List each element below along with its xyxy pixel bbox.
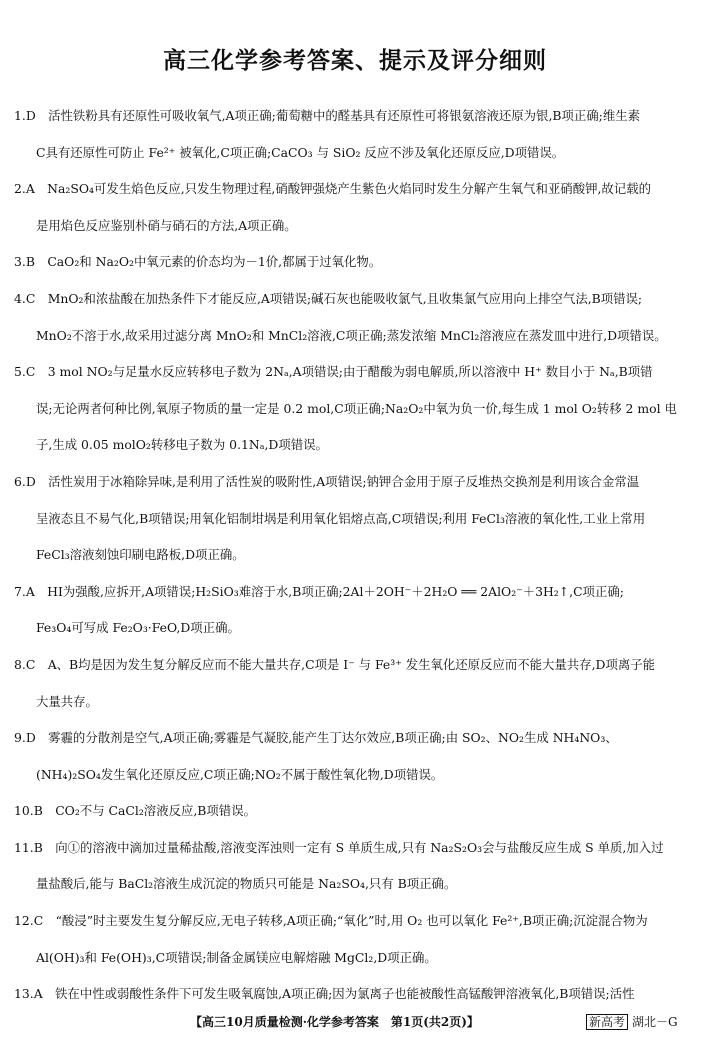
answer-line: 3.B CaO₂和 Na₂O₂中氧元素的价态均为－1价,都属于过氧化物。 — [14, 254, 382, 270]
answer-line: 是用焰色反应鉴别朴硝与硝石的方法,A项正确。 — [36, 217, 297, 233]
answer-line: 2.A Na₂SO₄可发生焰色反应,只发生物理过程,硝酸钾强烧产生紫色火焰同时发生分解产生氧气和亚硝酸钾,故记载的 — [14, 181, 651, 197]
answer-line: 9.D 雾霾的分散剂是空气,A项正确;雾霾是气凝胶,能产生丁达尔效应,B项正确;由 SO₂、NO₂生成 NH₄NO₃、 — [14, 730, 618, 746]
footer-badge: 新高考 — [586, 1014, 628, 1030]
page-footer — [0, 1012, 710, 1032]
answer-line: C具有还原性可防止 Fe²⁺ 被氧化,C项正确;CaCO₃ 与 SiO₂ 反应不涉及氧化还原反应,D项错误。 — [36, 144, 565, 160]
answer-line: Al(OH)₃和 Fe(OH)₃,C项错误;制备金属镁应电解熔融 MgCl₂,D项正确。 — [36, 949, 437, 965]
answer-line: Fe₃O₄可写成 Fe₂O₃·FeO,D项正确。 — [36, 620, 240, 636]
answer-line: 8.C A、B均是因为发生复分解反应而不能大量共存,C项是 I⁻ 与 Fe³⁺ 发生氧化还原反应而不能大量共存,D项离子能 — [14, 656, 656, 672]
answer-line: 大量共存。 — [36, 693, 98, 709]
footer-region — [586, 1012, 678, 1032]
answer-line: 10.B CO₂不与 CaCl₂溶液反应,B项错误。 — [14, 803, 256, 819]
answer-line: 13.A 铁在中性或弱酸性条件下可发生吸氧腐蚀,A项正确;因为氯离子也能被酸性高锰酸钾溶液氧化,B项错误;活性 — [14, 986, 635, 1002]
answer-line: 6.D 活性炭用于冰箱除异味,是利用了活性炭的吸附性,A项错误;钠钾合金用于原子反堆热交换剂是利用该合金常温 — [14, 473, 640, 489]
answer-line: 1.D 活性铁粉具有还原性可吸收氧气,A项正确;葡萄糖中的醛基具有还原性可将银氨溶液还原为银,B项正确;维生素 — [14, 108, 641, 123]
footer-page-info: 【高三10月质量检测·化学参考答案 第1页(共2页)】 — [190, 1015, 479, 1029]
page-title: 高三化学参考答案、提示及评分细则 — [163, 48, 547, 74]
answer-line: FeCl₃溶液刻蚀印刷电路板,D项正确。 — [36, 547, 245, 563]
answer-line: MnO₂不溶于水,故采用过滤分离 MnO₂和 MnCl₂溶液,C项正确;蒸发浓缩 MnCl₂溶液应在蒸发皿中进行,D项错误。 — [36, 327, 667, 343]
answer-line: 量盐酸后,能与 BaCl₂溶液生成沉淀的物质只可能是 Na₂SO₄,只有 B项正确。 — [36, 876, 457, 892]
answer-line: 7.A HI为强酸,应拆开,A项错误;H₂SiO₃难溶于水,B项正确;2Al＋2OH⁻＋2H₂O ══ 2AlO₂⁻＋3H₂↑,C项正确; — [14, 583, 624, 599]
answer-line: 误;无论两者何种比例,氧原子物质的量一定是 0.2 mol,C项正确;Na₂O₂中氧为负一价,每生成 1 mol O₂转移 2 mol 电 — [36, 400, 677, 416]
answer-line: 4.C MnO₂和浓盐酸在加热条件下才能反应,A项错误;碱石灰也能吸收氯气,且收集氯气应用向上排空气法,B项错误; — [14, 290, 643, 306]
answer-line: 呈液态且不易气化,B项错误;用氧化铝制坩埚是利用氧化铝熔点高,C项错误;利用 FeCl₃溶液的氧化性,工业上常用 — [36, 510, 646, 526]
answer-line: 12.C “酸浸”时主要发生复分解反应,无电子转移,A项正确;“氧化”时,用 O₂ 也可以氧化 Fe²⁺,B项正确;沉淀混合物为 — [14, 913, 648, 929]
answer-body — [14, 98, 700, 1013]
answer-line: (NH₄)₂SO₄发生氧化还原反应,C项正确;NO₂不属于酸性氧化物,D项错误。 — [36, 766, 444, 782]
footer-region-code: 湖北－G — [632, 1015, 678, 1029]
answer-line: 子,生成 0.05 molO₂转移电子数为 0.1Nₐ,D项错误。 — [36, 437, 328, 453]
answer-line: 11.B 向①的溶液中滴加过量稀盐酸,溶液变浑浊则一定有 S 单质生成,只有 Na₂S₂O₃会与盐酸反应生成 S 单质,加入过 — [14, 839, 664, 855]
answer-line: 5.C 3 mol NO₂与足量水反应转移电子数为 2Nₐ,A项错误;由于醋酸为弱电解质,所以溶液中 H⁺ 数目小于 Nₐ,B项错 — [14, 364, 653, 380]
